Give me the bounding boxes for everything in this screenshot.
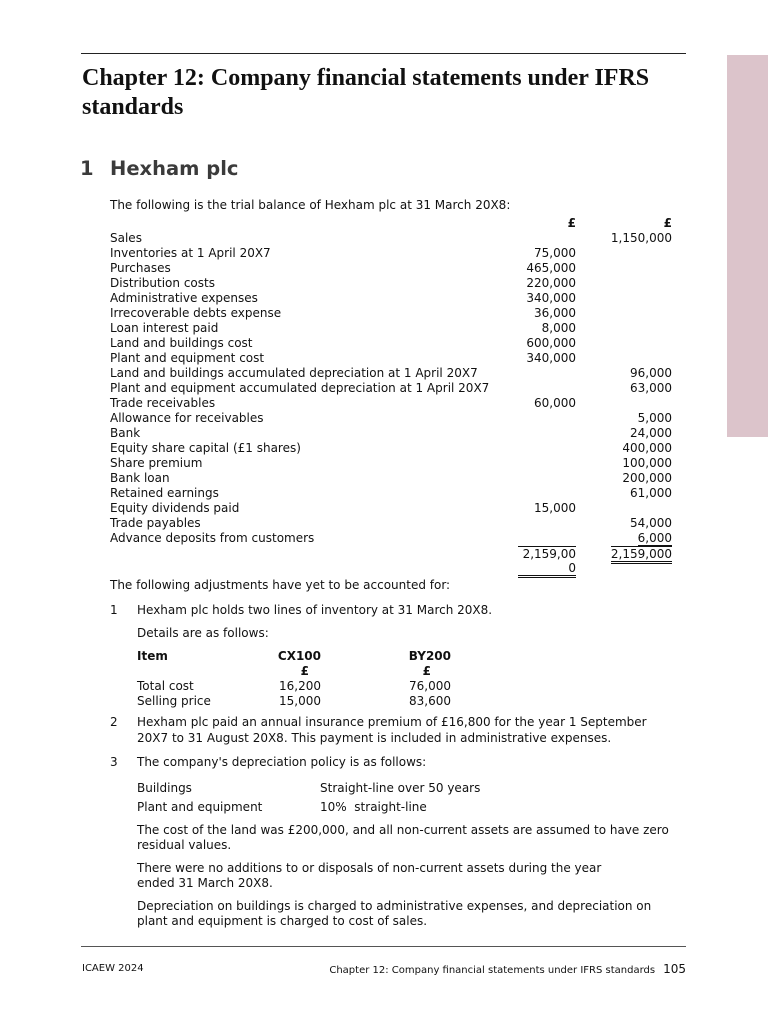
debit-value: [506, 261, 576, 276]
credit-value: [576, 276, 672, 291]
section-title: Hexham plc: [110, 157, 239, 180]
debit-value-text: 60,000: [534, 396, 576, 410]
credit-value: [576, 456, 672, 471]
credit-value: [576, 441, 672, 456]
total-credit-cell: [576, 546, 672, 578]
debit-value: [506, 351, 576, 366]
debit-value-text: 220,000: [526, 276, 576, 290]
account-label-text: Irrecoverable debts expense: [110, 306, 282, 320]
account-label: [110, 276, 506, 291]
credit-value: [576, 411, 672, 426]
account-label-text: Bank: [110, 426, 141, 440]
trial-balance-row: [110, 351, 672, 366]
account-label: [110, 321, 506, 336]
account-label-text: Administrative expenses: [110, 291, 258, 305]
credit-value: [576, 246, 672, 261]
trial-balance-row: [110, 471, 672, 486]
account-label-text: Plant and equipment cost: [110, 351, 265, 365]
depreciation-asset: Plant and equipment: [137, 800, 263, 814]
account-label-text: Allowance for receivables: [110, 411, 264, 425]
debit-value-text: 75,000: [534, 246, 576, 260]
credit-value: [576, 381, 672, 396]
credit-value-text: 1,150,000: [610, 231, 672, 245]
credit-value-text: 96,000: [630, 366, 672, 380]
account-label: [110, 456, 506, 471]
debit-value: [506, 381, 576, 396]
footer-right: [329, 962, 686, 976]
account-label-text: Equity share capital (£1 shares): [110, 441, 301, 455]
account-label-text: Share premium: [110, 456, 203, 470]
trial-balance-row: [110, 321, 672, 336]
inventory-row-label: Selling price: [137, 694, 211, 708]
chapter-side-tab: [727, 55, 768, 437]
account-label-text: Plant and equipment accumulated depreciation at 1 April 20X7: [110, 381, 490, 395]
credit-value-text: 200,000: [622, 471, 672, 485]
trial-balance-total-row: [110, 546, 672, 578]
debit-value: [506, 441, 576, 456]
note-paragraph: There were no additions to or disposals of non-current assets during the year ended 31 March 20X8.: [137, 861, 602, 890]
credit-value: [576, 231, 672, 246]
page-number: 105: [663, 962, 686, 976]
account-label: [110, 351, 506, 366]
inventory-by200-value: 83,600: [409, 694, 451, 708]
credit-value: [576, 516, 672, 531]
trial-balance-body: [110, 231, 672, 578]
adjustment-number: 2: [110, 715, 118, 729]
inventory-cx100-unit: £: [300, 664, 309, 678]
adjustment-text: The company's depreciation policy is as follows:: [137, 755, 427, 769]
account-label: [110, 246, 506, 261]
trial-balance-row: [110, 261, 672, 276]
account-label-text: Advance deposits from customers: [110, 531, 315, 545]
inventory-units-blank: [137, 664, 249, 679]
account-label-text: Loan interest paid: [110, 321, 219, 335]
adjustments-intro: The following adjustments have yet to be accounted for:: [110, 578, 451, 592]
debit-value: [506, 276, 576, 291]
depreciation-policy-row: [137, 800, 427, 815]
credit-value-text: 400,000: [622, 441, 672, 455]
account-label: [110, 291, 506, 306]
trial-balance-row: [110, 291, 672, 306]
section-heading: [80, 157, 238, 180]
debit-value: [506, 336, 576, 351]
debit-value: [506, 231, 576, 246]
bottom-rule: [81, 946, 686, 947]
debit-value: [506, 501, 576, 516]
trial-balance-row: [110, 441, 672, 456]
trial-balance-row: [110, 516, 672, 531]
account-label-text: Bank loan: [110, 471, 170, 485]
inventory-cx100-value: 15,000: [279, 694, 321, 708]
credit-value-text: 54,000: [630, 516, 672, 530]
account-label: [110, 366, 506, 381]
trial-balance-row: [110, 231, 672, 246]
trial-balance-row: [110, 411, 672, 426]
depreciation-method: 10% straight-line: [320, 800, 427, 814]
credit-value: [576, 336, 672, 351]
account-label-text: Purchases: [110, 261, 171, 275]
credit-value: [576, 396, 672, 411]
debit-value: [506, 531, 576, 546]
trial-balance-row: [110, 456, 672, 471]
account-label: [110, 501, 506, 516]
inventory-row: [137, 694, 451, 709]
trial-balance-row: [110, 366, 672, 381]
credit-value: [576, 426, 672, 441]
credit-value: [576, 261, 672, 276]
inventory-cx100-value: 16,200: [279, 679, 321, 693]
adjustment-text: Hexham plc paid an annual insurance premium of £16,800 for the year 1 September 20X7 to 31 August 20X8. This payment is included in administrative expenses.: [137, 715, 647, 745]
intro-text: The following is the trial balance of Hexham plc at 31 March 20X8:: [110, 198, 511, 212]
credit-value-text: 24,000: [630, 426, 672, 440]
adjustment-number: 3: [110, 755, 118, 769]
credit-value-text: 5,000: [637, 411, 672, 425]
inventory-row: [137, 679, 451, 694]
inventory-units-row: [137, 664, 451, 679]
account-label: [110, 261, 506, 276]
account-label-text: Sales: [110, 231, 142, 245]
account-label: [110, 471, 506, 486]
account-label: [110, 516, 506, 531]
account-label: [110, 426, 506, 441]
note-paragraph: The cost of the land was £200,000, and all non-current assets are assumed to have zero residual values.: [137, 823, 669, 852]
credit-value-text: 100,000: [622, 456, 672, 470]
debit-value: [506, 366, 576, 381]
debit-value: [506, 411, 576, 426]
account-label: [110, 396, 506, 411]
trial-balance-row: [110, 396, 672, 411]
account-label-text: Land and buildings cost: [110, 336, 253, 350]
trial-balance-row: [110, 531, 672, 546]
credit-value: [576, 471, 672, 486]
account-label: [110, 531, 506, 546]
credit-value: [576, 501, 672, 516]
debit-currency-header: £: [567, 216, 576, 230]
credit-value: [576, 306, 672, 321]
account-label-text: Retained earnings: [110, 486, 219, 500]
debit-value: [506, 456, 576, 471]
debit-value-text: 600,000: [526, 336, 576, 350]
credit-value-text: 61,000: [630, 486, 672, 500]
trial-balance-row: [110, 501, 672, 516]
inventory-details-intro: Details are as follows:: [137, 626, 269, 640]
account-label-text: Distribution costs: [110, 276, 215, 290]
total-debit-cell: [506, 546, 576, 578]
credit-value: [576, 366, 672, 381]
total-debit: 2,159,000: [518, 546, 576, 578]
account-label: [110, 231, 506, 246]
debit-value: [506, 471, 576, 486]
debit-value-text: 8,000: [541, 321, 576, 335]
debit-value: [506, 396, 576, 411]
account-label-text: Trade payables: [110, 516, 201, 530]
inventory-row-label: Total cost: [137, 679, 194, 693]
debit-value-text: 340,000: [526, 291, 576, 305]
top-rule: [81, 53, 686, 54]
account-label-text: Equity dividends paid: [110, 501, 240, 515]
debit-value: [506, 306, 576, 321]
trial-balance-row: [110, 246, 672, 261]
inventory-by200-unit: £: [422, 664, 431, 678]
trial-balance-row: [110, 276, 672, 291]
account-label: [110, 336, 506, 351]
inventory-item-header: Item: [137, 649, 168, 663]
footer-chapter-title: Chapter 12: Company financial statements under IFRS standards: [329, 965, 656, 976]
chapter-title: Chapter 12: Company financial statements under IFRS standards: [82, 65, 650, 120]
depreciation-policy-row: [137, 781, 480, 796]
account-label-text: Land and buildings accumulated depreciation at 1 April 20X7: [110, 366, 478, 380]
credit-value: [576, 321, 672, 336]
credit-value: [576, 351, 672, 366]
section-number: 1: [80, 157, 94, 180]
debit-value-text: 340,000: [526, 351, 576, 365]
adjustment-text: Hexham plc holds two lines of inventory at 31 March 20X8.: [137, 603, 493, 617]
debit-value-text: 15,000: [534, 501, 576, 515]
trial-balance-table: [110, 216, 672, 578]
debit-value: [506, 291, 576, 306]
depreciation-asset: Buildings: [137, 781, 192, 795]
debit-value: [506, 426, 576, 441]
inventory-table: [137, 649, 451, 709]
credit-value: [576, 531, 672, 546]
debit-value: [506, 246, 576, 261]
trial-balance-row: [110, 336, 672, 351]
debit-value-text: 465,000: [526, 261, 576, 275]
account-label: [110, 381, 506, 396]
debit-value: [506, 486, 576, 501]
trial-balance-label-header: [110, 216, 506, 231]
trial-balance-header-row: [110, 216, 672, 231]
account-label: [110, 441, 506, 456]
trial-balance-row: [110, 306, 672, 321]
account-label: [110, 306, 506, 321]
credit-value-text: 63,000: [630, 381, 672, 395]
note-paragraph: Depreciation on buildings is charged to administrative expenses, and depreciation on plant and equipment is charged to cost of sales.: [137, 899, 652, 928]
credit-currency-header: £: [663, 216, 672, 230]
trial-balance-row: [110, 486, 672, 501]
inventory-cx100-header: CX100: [277, 649, 321, 663]
account-label-text: Trade receivables: [110, 396, 216, 410]
depreciation-method: Straight-line over 50 years: [320, 781, 481, 795]
credit-value: [576, 486, 672, 501]
credit-value-text: 6,000: [637, 531, 672, 545]
trial-balance-row: [110, 426, 672, 441]
trial-balance-row: [110, 381, 672, 396]
account-label: [110, 411, 506, 426]
inventory-header-row: [137, 649, 451, 664]
debit-value: [506, 321, 576, 336]
inventory-by200-header: BY200: [408, 649, 451, 663]
account-label: [110, 486, 506, 501]
account-label-text: Inventories at 1 April 20X7: [110, 246, 271, 260]
debit-value: [506, 516, 576, 531]
debit-value-text: 36,000: [534, 306, 576, 320]
footer-left: ICAEW 2024: [82, 963, 144, 974]
inventory-by200-value: 76,000: [409, 679, 451, 693]
total-credit: 2,159,000: [611, 546, 672, 564]
adjustment-number: 1: [110, 603, 118, 617]
credit-value: [576, 291, 672, 306]
total-label-blank: [110, 546, 506, 578]
